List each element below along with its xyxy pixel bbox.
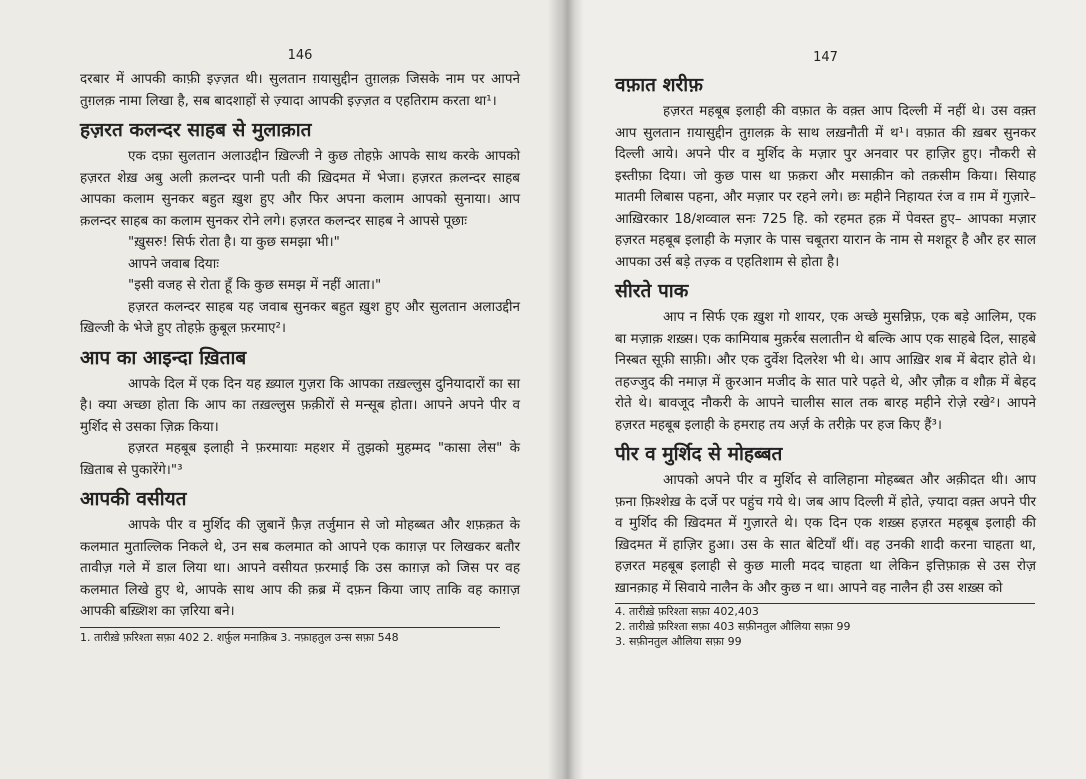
paragraph: एक दफ़ा सुलतान अलाउद्दीन ख़िल्जी ने कुछ तोहफ़े आपके साथ करके आपको हज़रत शेख़ अबु अली क़लन्दर पानी पती की ख़िदमत में भेजा। हज़रत क़लन्दर साहब आपका कलाम सुनकर बहुत ख़ुश हुए और फिर अपना कलाम आपको सुनाया। आप क़लन्दर साहब का कलाम सुनकर रोने लगे। हज़रत कलन्दर साहब ने आपसे पूछाः xyxy=(80,148,520,229)
footnote-line: 4. तारीख़े फ़रिश्ता सफ़ा 402,403 xyxy=(615,605,759,618)
paragraph: हज़रत महबूब इलाही ने फ़रमायाः महशर में तुझको मुहम्मद "कासा लेस" के ख़िताब से पुकारेंगे।"³ xyxy=(80,440,520,478)
footnote-line: 2. तारीख़े फ़रिश्ता सफ़ा 403 सफ़ीनतुल औलिया सफ़ा 99 xyxy=(615,620,851,633)
section-heading: आपकी वसीयत xyxy=(80,488,187,510)
quote-line: "इसी वजह से रोता हूँ कि कुछ समझ में नहीं आता।" xyxy=(128,277,382,293)
paragraph: आपको अपने पीर व मुर्शिद से वालिहाना मोहब्बत और अक़ीदत थी। आप फ़ना फ़िश्शेख़ के दर्जे पर पहुंच गये थे। जब आप दिल्ली में होते, ज़्यादा वक़्त अपने पीर व मुर्शिद की ख़िदमत में गुज़ारते थे। एक दिन एक शख़्स हज़रत महबूब इलाही की ख़िदमत में हाज़िर हुआ। उस के सात बेटियाँ थीं। वह उनकी शादी करना चाहता था, हज़रत महबूब इलाही से कुछ माली मदद चाहता था लेकिन इत्तिफ़ाक़ से उस रोज़ ख़ानक़ाह में सिवाये नालैन के और कुछ न था। आपने वह नालैन ही उस शख़्स को xyxy=(615,472,1036,596)
section-heading: सीरते पाक xyxy=(615,280,689,302)
book-gutter xyxy=(548,0,584,779)
right-page xyxy=(560,0,1086,779)
section-heading: वफ़ात शरीफ़ xyxy=(615,74,703,96)
paragraph: हज़रत कलन्दर साहब यह जवाब सुनकर बहुत ख़ुश हुए और सुलतान अलाउद्दीन ख़िल्जी के भेजे हुए तोहफ़े क़ुबूल फ़रमाए²। xyxy=(80,298,520,336)
page-number: 146 xyxy=(287,48,313,63)
paragraph: आपके दिल में एक दिन यह ख़्याल गुज़रा कि आपका तख़ल्लुस दुनियादारों का सा है। क्या अच्छा होता कि आप का तख़ल्लुस फ़क़ीरों से मन्सूब होता। आपने अपने पीर व मुर्शिद से उसका ज़िक्र किया। xyxy=(80,375,520,435)
quote-line: "ख़ुसरु! सिर्फ रोता है। या कुछ समझा भी।" xyxy=(128,234,340,250)
section-heading: पीर व मुर्शिद से मोहब्बत xyxy=(615,443,783,465)
footnote-line: 3. सफ़ीनतुल औलिया सफ़ा 99 xyxy=(615,635,742,648)
quote-line: आपने जवाब दियाः xyxy=(128,255,219,272)
paragraph: हज़रत महबूब इलाही की वफ़ात के वक़्त आप दिल्ली में नहीं थे। उस वक़्त आप सुलतान ग़यासुद्दीन तुग़लक़ के साथ लख़नौती में थ¹। वफ़ात की ख़बर सुनकर दिल्ली आये। अपने पीर व मुर्शिद के मज़ार पुर अनवार पर हाज़िर हुए। नौकरी से इस्तीफ़ा दिया। जो कुछ पास था फ़क़रा और मसाक़ीन को तक़सीम किया। सियाह मातमी लिबास पहना, और मज़ार पर रहने लगे। छः महीने निहायत रंज व ग़म में गुज़ारे–आख़िरकार 18/शव्वाल सनः 725 हि. को रहमत हक़ में पेवस्त हुए– आपका मज़ार हज़रत महबूब इलाही के मज़ार के पास चबूतरा यारान के नाम से मशहूर है और हर साल आपका उर्स बड़े तज़्क व एहतिशाम से होता है। xyxy=(615,103,1036,270)
page-number: 147 xyxy=(813,50,838,65)
paragraph: आप न सिर्फ एक ख़ुश गो शायर, एक अच्छे मुसन्निफ़, एक बड़े आलिम, एक बा मज़ाक़ शख़्स। एक कामियाब मुक़र्रब सलातीन थे बल्कि आप एक साहबे दिल, साहबे निस्बत सूफ़ी साफ़ी। और एक दुर्वेश दिलरेश भी थे। आप आख़िर शब में बेदार होते थे। तहज्जुद की नमाज़ में क़ुरआन मजीद के सात पारे पढ़ते थे, और ज़ौक़ व शौक़ में बेहद रोते थे। बावजूद नौकरी के आपने चालीस साल तक बारह महीने रोज़े रखे²। आपने हज़रत महबूब इलाही के हमराह तय अर्ज़ के तरीक़े पर हज किए हैं³। xyxy=(615,309,1036,433)
section-heading: हज़रत कलन्दर साहब से मुलाक़ात xyxy=(80,119,312,141)
intro-paragraph: दरबार में आपकी काफ़ी इज़्ज़त थी। सुलतान ग़यासुद्दीन तुग़लक़ जिसके नाम पर आपने तुग़लक़ नामा लिखा है, सब बादशाहों से ज़्यादा आपकी इज़्ज़त व एहतिराम करता था¹। xyxy=(80,71,520,109)
footnotes: 1. तारीख़े फ़रिश्ता सफ़ा 402 2. शर्फ़ुल मनाक़िब 3. नफ़ाहतुल उन्स सफ़ा 548 xyxy=(80,630,399,644)
section-heading: आप का आइन्दा ख़िताब xyxy=(80,346,247,369)
footnote-divider xyxy=(80,627,500,628)
paragraph: आपके पीर व मुर्शिद की ज़ुबानें फ़ैज़ तर्जुमान से जो मोहब्बत और शफ़क़त के कलमात मुताल्लिक निकले थे, उन सब कलमात को आपने एक काग़ज़ पर लिखकर बतौर तावीज़ गले में डाल लिया था। आपने वसीयत फ़रमाई कि उस काग़ज़ को जिस पर वह कलमात लिखे हुए थे, आपके साथ आप की क़ब्र में दफ़न किया जाए ताकि वह काग़ज़ आपकी बख़्शिश का ज़रिया बने। xyxy=(80,517,520,619)
